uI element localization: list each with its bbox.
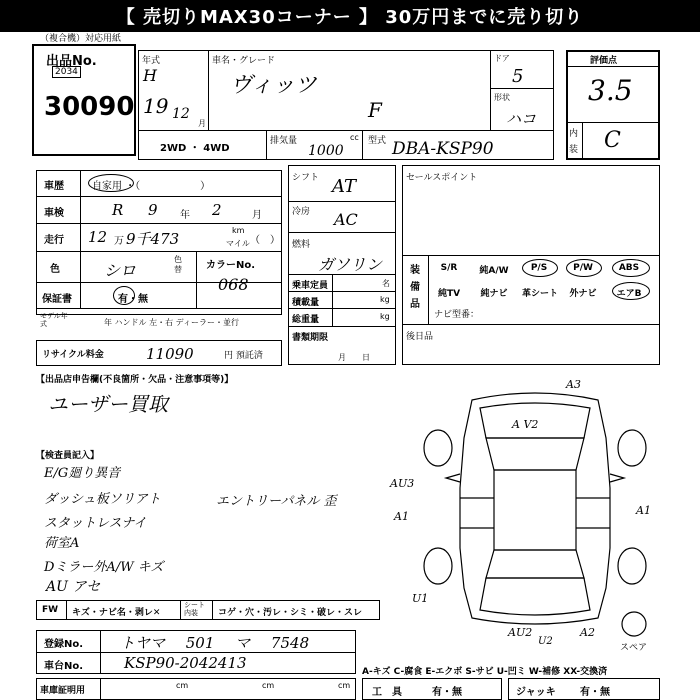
legend-items: キズ・ナビ名・剥レ✕	[72, 608, 161, 618]
interior-label-2: 装	[569, 145, 579, 155]
year-era: H	[143, 66, 157, 85]
cc-label: cc	[350, 133, 359, 142]
diagram-mark: A V2	[512, 418, 539, 431]
mile-unit: マイル	[226, 239, 250, 248]
jack-label: ジャッキ	[516, 687, 556, 698]
cert-cm: cm	[338, 681, 351, 690]
score-value: 3.5	[588, 74, 633, 107]
equip-alloy: 純A/W	[479, 266, 509, 276]
color-change-label: 色替	[174, 255, 182, 274]
legend-rest: コゲ・穴・汚レ・シミ・破レ・スレ	[218, 608, 363, 618]
km-unit: km	[232, 226, 245, 235]
displacement-label: 排気量	[270, 136, 298, 146]
month-unit: 月	[198, 119, 206, 128]
shape-value: ハコ	[506, 110, 537, 128]
mileage-paren: （ ）	[250, 235, 280, 246]
load-unit: kg	[380, 295, 390, 304]
shift-value: AT	[332, 176, 357, 197]
interior-label-1: 内	[569, 129, 579, 139]
shaken-year-unit: 年	[180, 210, 190, 221]
color-no-value: 068	[218, 275, 249, 294]
doc-unit: 月 日	[338, 353, 370, 362]
equip-sr: S/R	[440, 263, 458, 273]
color-value: シロ	[104, 261, 137, 280]
score-label: 評価点	[590, 56, 618, 66]
warranty-label: 保証書	[42, 294, 72, 305]
mileage-rest: 9千473	[126, 230, 180, 248]
doc-label: 書類期限	[292, 333, 329, 343]
displacement-value: 1000	[308, 143, 344, 159]
inspector-line: Dミラー外A/W キズ	[44, 560, 164, 575]
capacity-label: 乗車定員	[292, 281, 329, 291]
shaken-era: R	[112, 201, 124, 219]
recycle-value: 11090	[146, 345, 194, 363]
seller-notes-text: ユーザー買取	[48, 392, 168, 416]
model-change-value: 年 ハンドル 左・右 ディーラー・並行	[104, 318, 239, 327]
equip-airbag: エアB	[616, 289, 642, 299]
spare-label: スペア	[620, 643, 648, 653]
drive-label: 2WD ・ 4WD	[160, 143, 230, 154]
shaken-month: 2	[212, 201, 222, 219]
inspector-line: 荷室A	[44, 536, 80, 551]
warranty-value: 有・無	[118, 294, 148, 305]
jack-value: 有・無	[580, 687, 610, 698]
rear-label: 後日品	[406, 332, 434, 342]
capacity-unit: 名	[382, 279, 390, 288]
lot-label: 出品No.	[46, 54, 97, 69]
fuel-label: 燃料	[292, 240, 311, 250]
shaken-label: 車検	[44, 208, 64, 219]
equip-leather: 革シート	[521, 289, 558, 299]
recycle-label: リサイクル料金	[42, 350, 104, 360]
color-label: 色	[50, 264, 60, 275]
equip-ext-navi: 外ナビ	[569, 289, 597, 299]
tools-label: 工 具	[372, 687, 402, 698]
seller-notes-label: 【出品店申告欄(不良箇所・欠品・注意事項等)】	[36, 375, 234, 385]
lot-number: 30090	[44, 92, 135, 122]
mileage-man: 12	[88, 228, 108, 246]
man-unit: 万	[114, 236, 124, 247]
registration-label: 登録No.	[44, 639, 84, 650]
panel-note: エントリーパネル 歪	[216, 494, 337, 509]
equip-abs: ABS	[618, 263, 640, 273]
diagram-mark: AU3	[390, 477, 415, 490]
mileage-label: 走行	[44, 235, 64, 246]
inspector-line: ダッシュ板ソリアト	[44, 492, 161, 507]
equip-ps: P/S	[530, 263, 548, 273]
diagram-mark: A1	[394, 510, 409, 523]
diagram-mark: A1	[636, 504, 651, 517]
equip-navi: 純ナビ	[480, 289, 508, 299]
banner: 【 売切りMAX30コーナー 】 30万円までに売り切り	[0, 0, 700, 32]
diagram-mark: U2	[538, 636, 553, 647]
inspector-line: AU アセ	[46, 579, 101, 595]
month-value: 12	[172, 106, 190, 122]
model-label: 型式	[368, 136, 387, 146]
equip-pw: P/W	[573, 263, 593, 273]
ac-label: 冷房	[292, 207, 311, 217]
registration-value: トヤマ 501 マ 7548	[120, 634, 310, 652]
inspector-line: スタットレスナイ	[44, 516, 147, 531]
inspector-line: E/G廻り異音	[44, 466, 121, 481]
legend-seat: シート内装	[184, 601, 205, 617]
weight-label: 総重量	[292, 315, 320, 325]
diagram-mark: U1	[412, 592, 429, 605]
weight-unit: kg	[380, 312, 390, 321]
fuel-value: ガソリン	[318, 255, 383, 274]
legend-fw: FW	[42, 605, 59, 615]
cert-cm: cm	[176, 681, 189, 690]
interior-value: C	[604, 128, 621, 153]
sales-label: セールスポイント	[406, 173, 478, 183]
shape-label: 形状	[494, 93, 510, 102]
load-label: 積載量	[292, 298, 320, 308]
name-label: 車名・グレード	[212, 56, 276, 66]
diagram-mark: AU2	[508, 626, 533, 639]
equipment-label: 装備品	[410, 265, 420, 310]
door-label: ドア	[494, 54, 510, 63]
shift-label: シフト	[292, 173, 320, 183]
shaken-year: 9	[148, 201, 158, 219]
ac-value: AC	[334, 210, 358, 229]
chassis-value: KSP90-2042413	[124, 654, 247, 672]
chassis-label: 車台No.	[44, 661, 84, 672]
model-change-label: モデル年式	[40, 312, 68, 328]
equip-tv: 純TV	[437, 289, 461, 299]
code-legend: A-キズ C-腐食 E-エクボ S-サビ U-凹ミ W-補修 XX-交換済	[362, 667, 608, 677]
reki-value: 自家用 ・（ ）	[92, 181, 211, 192]
reki-label: 車歴	[44, 181, 64, 192]
recycle-unit: 円 預託済	[224, 351, 263, 361]
year-value: 19	[143, 94, 169, 118]
diagram-mark: A2	[580, 626, 595, 639]
inspector-label: 【検査員記入】	[36, 451, 100, 461]
cert-cm: cm	[262, 681, 275, 690]
cert-label: 車庫証明用	[40, 686, 86, 696]
lot-stamp: 2034	[52, 66, 81, 78]
model-value: DBA-KSP90	[392, 139, 494, 159]
color-no-label: カラーNo.	[206, 260, 256, 271]
doors-value: 5	[512, 66, 524, 87]
grade: F	[368, 98, 382, 122]
sub-header: （複合機）対応用紙	[40, 34, 122, 44]
shaken-month-unit: 月	[252, 210, 262, 221]
year-label: 年式	[142, 56, 161, 66]
car-name: ヴィッツ	[230, 73, 317, 98]
navi-model: ナビ型番：	[434, 310, 480, 320]
diagram-mark: A3	[566, 378, 581, 391]
tools-value: 有・無	[432, 687, 462, 698]
